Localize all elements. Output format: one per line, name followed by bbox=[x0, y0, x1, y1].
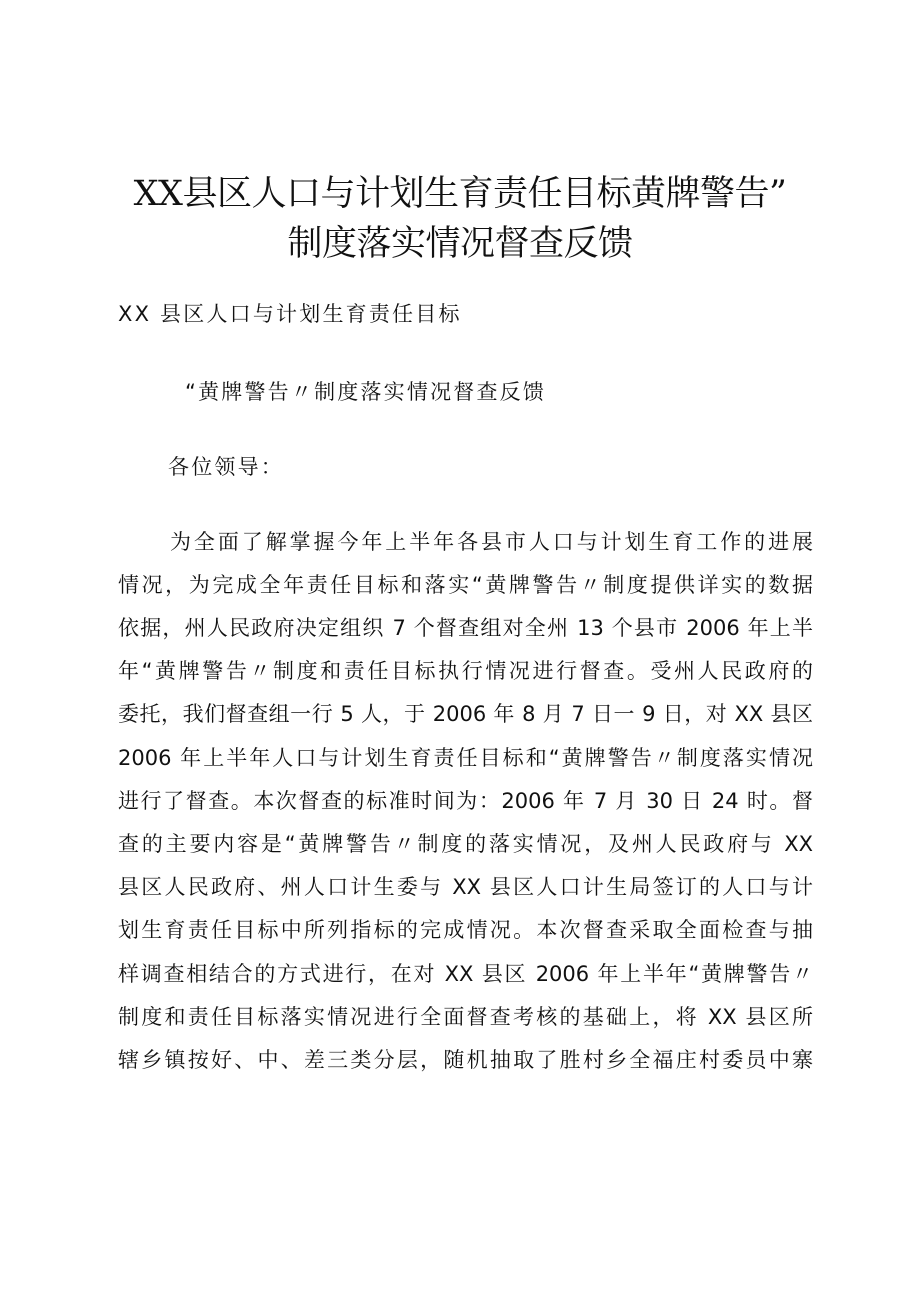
body-line: 样调查相结合的方式进行，在对 XX 县区 2006 年上半年“黄牌警告〃 bbox=[118, 962, 813, 986]
body-line: 查的主要内容是“黄牌警告〃制度的落实情况，及州人民政府与 XX bbox=[118, 832, 813, 856]
body-line: 划生育责任目标中所列指标的完成情况。本次督查采取全面检查与抽 bbox=[118, 918, 813, 942]
body-line: 制度和责任目标落实情况进行全面督查考核的基础上，将 XX 县区所 bbox=[118, 1005, 813, 1029]
greeting: 各位领导： bbox=[168, 455, 284, 479]
body-line: 依据，州人民政府决定组织 7 个督查组对全州 13 个县市 2006 年上半 bbox=[118, 616, 813, 640]
body-line: 辖乡镇按好、中、差三类分层，随机抽取了胜村乡全福庄村委员中寨 bbox=[118, 1048, 813, 1072]
subtitle-line-1: XX 县区人口与计划生育责任目标 bbox=[118, 302, 462, 326]
body-line: 情况，为完成全年责任目标和落实“黄牌警告〃制度提供详实的数据 bbox=[118, 573, 813, 597]
body-line: 委托，我们督查组一行 5 人，于 2006 年 8 月 7 日一 9 日，对 XX 县区 bbox=[118, 702, 813, 726]
body-line: 进行了督查。本次督查的标准时间为：2006 年 7 月 30 日 24 时。督 bbox=[118, 789, 813, 813]
body-line: 县区人民政府、州人口计生委与 XX 县区人口计生局签订的人口与计 bbox=[118, 875, 813, 899]
document-title-line-2: 制度落实情况督查反馈 bbox=[287, 224, 633, 264]
subtitle-line-2: “黄牌警告〃制度落实情况督查反馈 bbox=[185, 380, 547, 404]
body-line: 年“黄牌警告〃制度和责任目标执行情况进行督查。受州人民政府的 bbox=[118, 659, 813, 683]
body-line: 2006 年上半年人口与计划生育责任目标和“黄牌警告〃制度落实情况 bbox=[118, 746, 813, 770]
document-title-line-1: XX县区人口与计划生育责任目标黄牌警告” bbox=[133, 174, 787, 214]
body-line: 为全面了解掌握今年上半年各县市人口与计划生育工作的进展 bbox=[170, 530, 813, 554]
